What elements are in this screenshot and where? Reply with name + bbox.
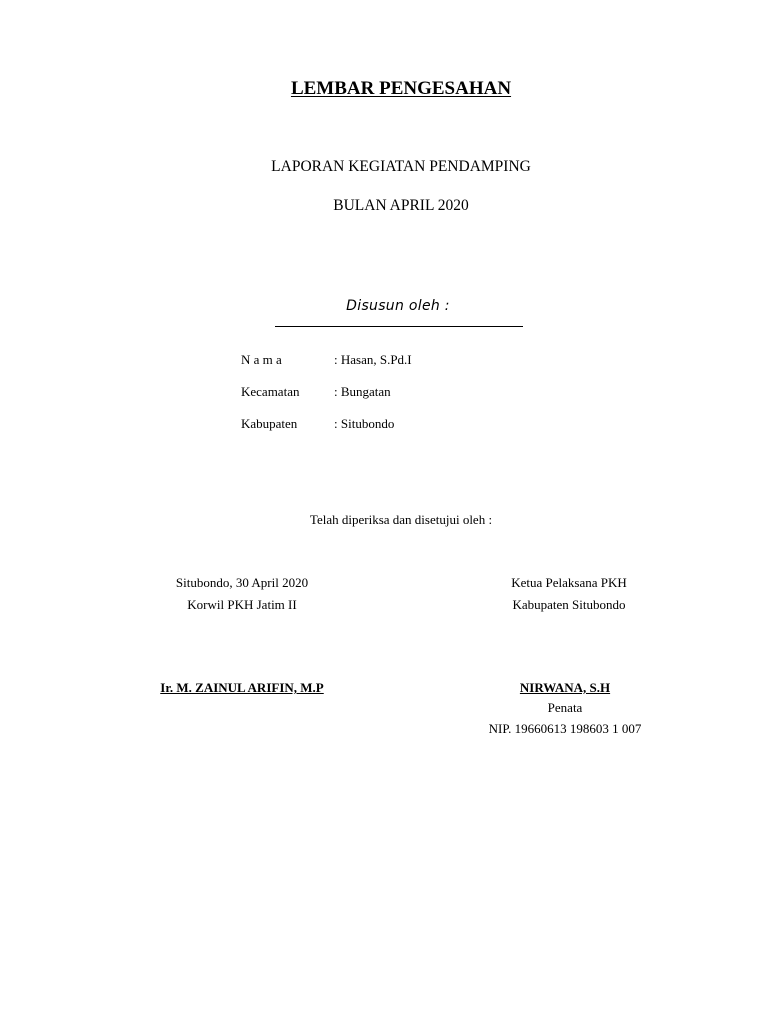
name-label: N a m a [241, 352, 282, 367]
approval-statement: Telah diperiksa dan disetujui oleh : [309, 512, 493, 527]
right-position-line2: Kabupaten Situbondo [512, 597, 626, 612]
district-value: : Bungatan [334, 384, 391, 399]
regency-value: : Situbondo [334, 416, 395, 431]
report-period: BULAN APRIL 2020 [333, 197, 469, 214]
prepared-by-heading: Disusun oleh : [346, 298, 450, 314]
right-signatory-rank: Penata [547, 700, 583, 715]
right-signatory-name: NIRWANA, S.H [519, 680, 611, 695]
right-position-line1: Ketua Pelaksana PKH [511, 575, 627, 590]
right-signatory-nip: NIP. 19660613 198603 1 007 [488, 721, 642, 736]
district-label: Kecamatan [241, 384, 300, 399]
left-signatory-name: Ir. M. ZAINUL ARIFIN, M.P [160, 680, 324, 695]
prepared-by-divider [275, 326, 523, 327]
left-position: Korwil PKH Jatim II [187, 597, 297, 612]
name-value: : Hasan, S.Pd.I [334, 352, 412, 367]
report-title: LAPORAN KEGIATAN PENDAMPING [271, 158, 531, 175]
regency-label: Kabupaten [241, 416, 298, 431]
left-place-date: Situbondo, 30 April 2020 [175, 575, 309, 590]
page-title: LEMBAR PENGESAHAN [290, 78, 512, 99]
